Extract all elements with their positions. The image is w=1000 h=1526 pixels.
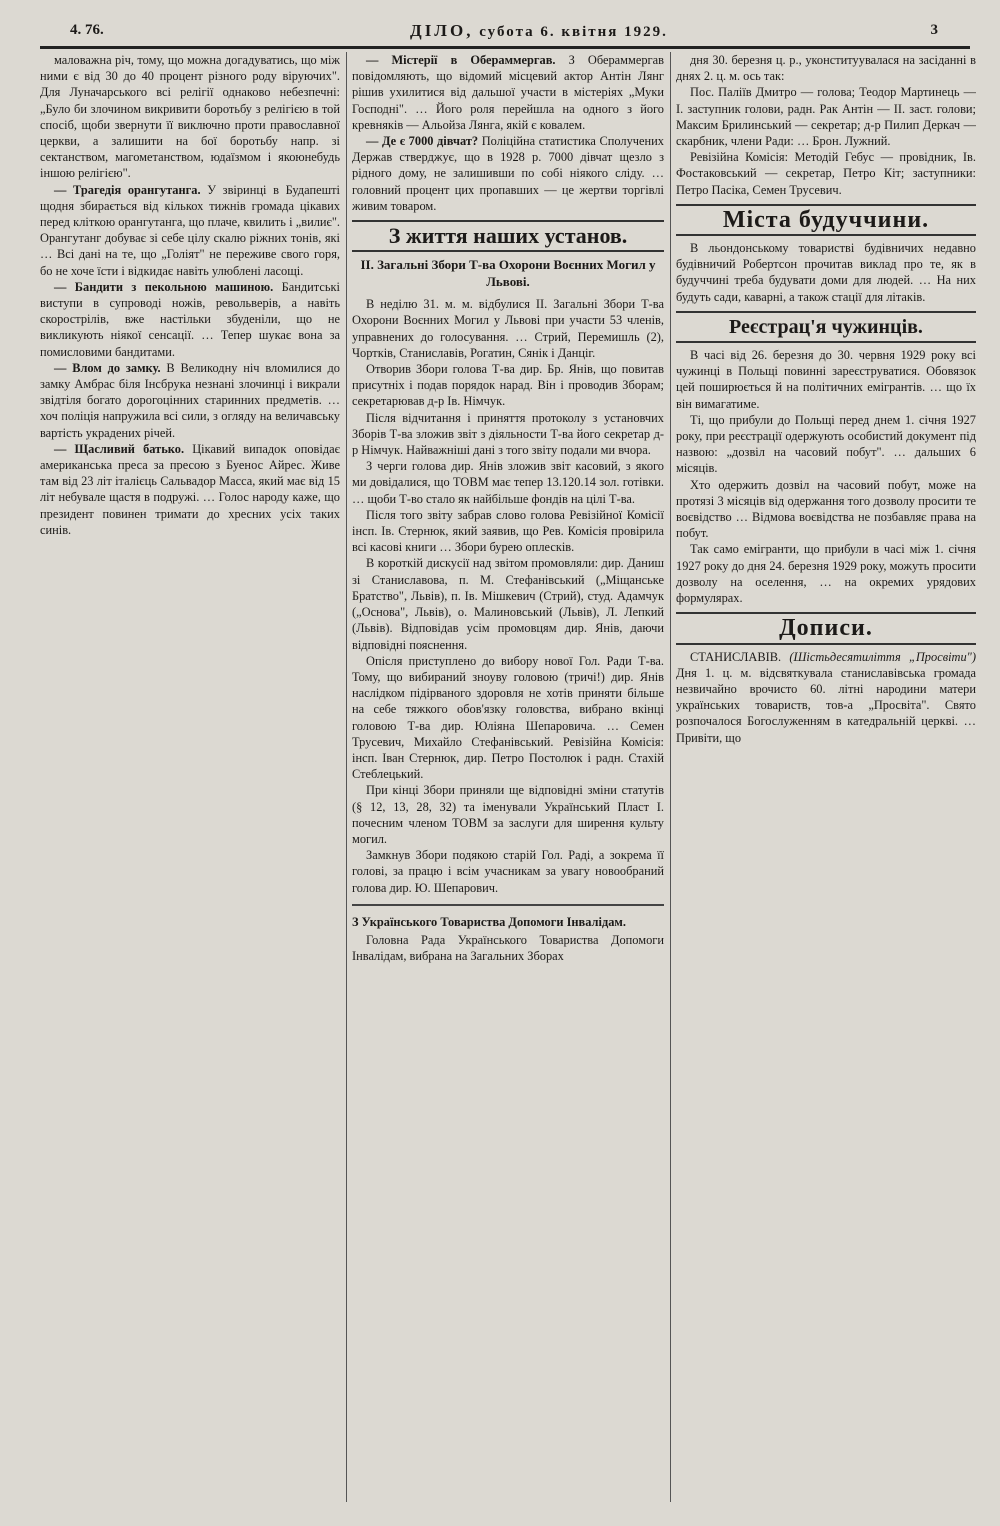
- article-paragraph: В часі від 26. березня до 30. червня 1929 року всі чужинці в Польщі повинні зареєструватися. Обовязок цей поширюється й на політичних емігрантів. … що їх він вимагатиме.: [676, 348, 976, 411]
- item-heading: — Бандити з пекольною машиною.: [54, 279, 274, 294]
- issue-date: субота 6. квітня 1929.: [479, 24, 668, 40]
- article-paragraph: В льондонському товаристві будівничих недавно будівничий Робертсон прочитав виклад про те, як в будуччині треба будувати доми для людей. … На них будуть сади, каварні, а також стації для літаків.: [676, 241, 976, 304]
- item-text: Бандитські виступи в супроводі ножів, револьверів, а навіть скорострілів, вже настільки збуденіли, що не викликують ніякої сенсації. … Тепер шукає вона за помисловими бандитами.: [40, 279, 340, 359]
- article-paragraph: маловажна річ, тому, що можна догадуватись, що між ними є від 30 до 40 процент різного роду віруючих". Для Луначарського всі релігії однаково небезпечні: „Було би злочином викривити боротьбу з релігією в той спосіб, щоби звернути її виключно проти православної церкви, а залишити на бої боротьбу напр. зі сектанством, магометанством, юдаїзмом і якоюнебудь іншою релігією".: [40, 53, 340, 181]
- item-text: Дня 1. ц. м. відсвяткувала станиславівська громада незвичайно врочисто 60. літні народини матери українських товариств, тов-а „Просвіта". Свято розпочалося Богослуженням в катедральній церкві. … Привіти, що: [676, 665, 976, 745]
- article-paragraph: Замкнув Збори подякою старій Гол. Раді, а зокрема її голові, за працю і всім учасникам за увагу новообраний голова дир. Ю. Шепарович.: [352, 848, 664, 895]
- item-heading: — Щасливий батько.: [54, 441, 185, 456]
- column-3: [676, 52, 976, 1522]
- article-paragraph: [352, 52, 664, 133]
- section-title-institutions: З життя наших установ.: [352, 220, 664, 252]
- item-text: У звіринці в Будапешті щодня збирається від кількох тижнів громада цікавих перед кліткою орангутанга, що плаче, квилить і „вилиє". Орангутанг добуває зі себе цілу скалю ріжних тонів, які … Всі дані на те, що „Голіят" не переживе свого горя, бо не хоче їсти і відкидає навіть улюблені ласощі.: [40, 182, 340, 278]
- article-paragraph: [352, 133, 664, 214]
- article-subtitle: II. Загальні Збори Т-ва Охорони Воєнних Могил у Львові.: [360, 257, 656, 290]
- article-paragraph: Після відчитання і приняття протоколу з установчих Зборів Т-ва зложив звіт з діяльности Т-ва його секретар д-р Німчук. Найважніші дані з того звіту подали ми вчора.: [352, 410, 664, 458]
- paper-title: ДІЛО,: [410, 21, 474, 40]
- item-heading: — Влом до замку.: [54, 360, 161, 375]
- article-paragraph: [676, 649, 976, 746]
- article-paragraph: В короткій дискусії над звітом промовляли: дир. Даниш зі Станиславова, п. М. Стефанівський („Міщанське Братство", Львів), п. Ів. Мішкевич (Стрий), студ. Адамчук („Основа", Львів), о. Малиновський (Львів), Л. Лепкий (Львів). Відповідав усім промовцям дир. Янів, даючи відповідні пояснення.: [352, 556, 664, 652]
- article-paragraph: Так само емігранти, що прибули в часі між 1. січня 1927 року до дня 24. березня 1929 року, можуть просити дозволу на оселення, … на окремих урядових формулярах.: [676, 542, 976, 606]
- section-title-dopysy: Дописи.: [676, 612, 976, 644]
- article-paragraph: З черги голова дир. Янів зложив звіт касовий, з якого ми довідалися, що ТОВМ має тепер 13.120.14 зол. готівки. … щоби Т-во стало як найбільше фондів на цілі Т-ва.: [352, 459, 664, 506]
- article-paragraph: [40, 182, 340, 279]
- article-paragraph: Після того звіту забрав слово голова Ревізійної Комісії інсп. Ів. Стернюк, який заявив, що Рев. Комісія провірила всі касові книги … Збори бурею оплесків.: [352, 507, 664, 555]
- article-paragraph: Ті, що прибули до Польщі перед днем 1. січня 1927 року, при реєстрації одержують особистий документ під назвою: „дозвіл на часовий побут". … дальших 6 місяців.: [676, 412, 976, 476]
- column-2: [352, 52, 664, 1522]
- item-heading: — Містерії в Обераммергав.: [366, 53, 556, 67]
- section-title-registration: Реєстрац'я чужинців.: [676, 311, 976, 343]
- article-heading-invalids: З Українського Товариства Допомоги Інвалідам.: [352, 914, 626, 929]
- article-paragraph: При кінці Збори приняли ще відповідні зміни статутів (§ 12, 13, 28, 32) та іменували Український Пласт I. почесним членом ТОВМ за заслуги для ширення культу могил.: [352, 783, 664, 846]
- article-paragraph: В неділю 31. м. м. відбулися II. Загальні Збори Т-ва Охорони Воєнних Могил у Львові при участи 53 членів, управнених до голосування. … Стрий, Перемишль (2), Чортків, Станиславів, Рогатин, Сянік і Данціг.: [352, 297, 664, 360]
- page-number-right: 3: [930, 22, 938, 38]
- section-title-cities: Міста будуччини.: [676, 204, 976, 236]
- article-paragraph: [40, 360, 340, 441]
- column-rule: [670, 52, 671, 1502]
- item-text: В Великодну ніч вломилися до замку Амбрас біля Інсбрука незнані злочинці і викрали звідтіля богато дорогоцінних старинних предметів. … хоч полiція напружила всі сили, з огляду на величавську вартість украдених річей.: [40, 360, 340, 440]
- column-1: [40, 52, 340, 1522]
- dateline-subtitle: (Шістьдесятиліття „Просвіти"): [789, 649, 976, 664]
- article-paragraph: Опісля приступлено до вибору нової Гол. Ради Т-ва. Тому, що вибираний зноуву головою (тричі!) дир. Янів наслідком підірваного здоровля не хотів приняти більше на себе тяжкого обов'язку головства, вибрано вкінці головою Т-ва дир. Юліяна Шепаровича. … Семен Трусевич, Михайло Стефанівський. Ревізійна Комісія: інсп. Іван Стернюк, дир. Петро Постолюк і радн. Стахій Стеблецький.: [352, 653, 664, 782]
- article-paragraph: Головна Рада Українського Товариства Допомоги Інвалідам, вибрана на Загальних Зборах: [352, 932, 664, 964]
- article-paragraph: Ревізійна Комісія: Методій Гебус — провідник, Ів. Фостаковський — секретар, Петро Кіт; заступники: Петро Пасіка, Семен Трусевич.: [676, 150, 976, 197]
- masthead-line: [410, 21, 668, 41]
- item-text: Цікавий випадок оповідає американська преса за пресою з Буенос Айрес. Живе там від 23 літ італієць Сальвадор Масса, який має від 15 літ небувале щастя в подружі. … Голос народу каже, що президент повинен тримати до хресних усіх таких синів.: [40, 441, 340, 537]
- item-text: З Обераммергав повідомляють, що відомий місцевий актор Антін Лянг рішив ухилитися від дальшої участи в містеріях „Муки Господні". … Його роля перейшла на одного з його кревняків — Альойза Лянга, якій є ковалем.: [352, 53, 664, 132]
- article-paragraph: Отворив Збори голова Т-ва дир. Бр. Янів, що повитав присутніх і подав порядок нарад. Він і проводив Зборам; секретарював д-р Ів. Німчук.: [352, 362, 664, 409]
- article-paragraph: [40, 279, 340, 360]
- article-paragraph: [40, 441, 340, 538]
- item-heading: — Трагедія орангутанга.: [54, 182, 201, 197]
- article-paragraph: Пос. Паліїв Дмитро — голова; Теодор Мартинець — I. заступник голови, радн. Рак Антін — II. заст. голови; Максим Брилинський — секретар; д-р Пилип Деркач — скарбник, члени Ради: … Брон. Лужний.: [676, 85, 976, 149]
- separator: [352, 904, 664, 906]
- article-paragraph: дня 30. березня ц. р., уконституувалася на засіданні в днях 2. ц. м. ось так:: [676, 53, 976, 84]
- article-paragraph: Хто одержить дозвіл на часовий побут, може на протязі 3 місяців від одержання того дозволу просити те воєвідство … Відмова воєвідства не позбавляє права на побут.: [676, 477, 976, 541]
- item-text: Поліційна статистика Сполучених Держав стверджує, що в 1928 р. 7000 дівчат щезло з рідного дому, не залишивши по собі ніякого сліду. … головний процент цих пропавших — це жертви торгівлі живим товаром.: [352, 134, 664, 213]
- item-heading: — Де є 7000 дівчат?: [366, 134, 479, 149]
- page-number-left: 4. 76.: [70, 22, 104, 38]
- page-header: [40, 18, 970, 49]
- dateline: СТАНИСЛАВІВ.: [690, 649, 782, 664]
- column-rule: [346, 52, 347, 1502]
